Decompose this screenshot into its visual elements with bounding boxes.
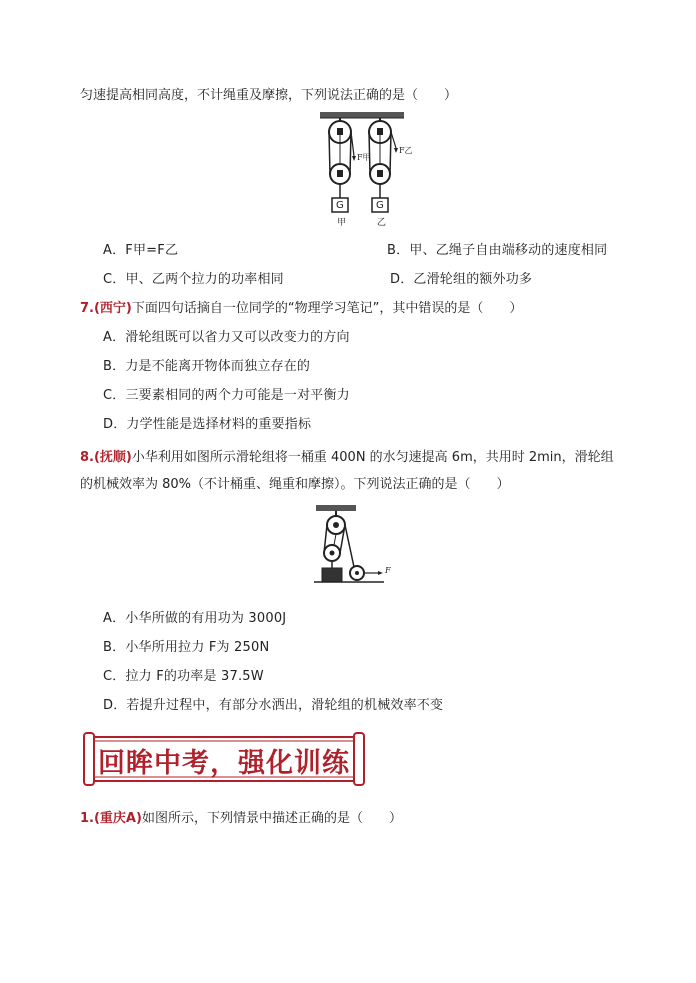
q7-stem: 下面四句话摘自一位同学的“物理学习笔记”，其中错误的是（ ） [131, 301, 523, 316]
question-8-stem-line-2: 的机械效率为 80%（不计桶重、绳重和摩擦）。下列说法正确的是（ ） [80, 477, 510, 492]
weight-label-right: G [376, 200, 384, 211]
q7-option-b: B．力是不能离开物体而独立存在的 [103, 359, 311, 374]
q8-force-label: F [385, 566, 391, 575]
q7-option-c: C．三要素相同的两个力可能是一对平衡力 [103, 388, 350, 403]
weight-label-left: G [336, 200, 344, 211]
force-label-jia: F甲 [357, 153, 371, 162]
question-7-stem-line [80, 300, 522, 318]
section-banner-title: 回眸中考，强化训练 [98, 748, 350, 779]
q7-source: (西宁) [93, 301, 132, 316]
q8-source: (抚顺) [93, 450, 132, 465]
q6-option-b: B．甲、乙绳子自由端移动的速度相同 [387, 243, 608, 258]
q8-option-b: B．小华所用拉力 F为 250N [103, 640, 270, 655]
pulley-figure-jia-yi [318, 112, 408, 224]
q8-option-c: C．拉力 F的功率是 37.5W [103, 669, 264, 684]
q7-option-a: A．滑轮组既可以省力又可以改变力的方向 [103, 330, 350, 345]
caption-jia: 甲 [337, 218, 347, 228]
q1-source: (重庆A) [93, 811, 142, 826]
q8-number: 8. [80, 450, 94, 465]
q1-number: 1. [80, 811, 94, 826]
q7-number: 7. [80, 301, 94, 316]
question-1-stem-line [80, 810, 402, 828]
q8-stem-1: 小华利用如图所示滑轮组将一桶重 400N 的水匀速提高 6m，共用时 2min，滑轮组 [131, 450, 614, 465]
q1-stem: 如图所示，下列情景中描述正确的是（ ） [141, 811, 402, 826]
q6-option-d: D．乙滑轮组的额外功多 [390, 272, 533, 287]
q6-option-a: A．F甲=F乙 [103, 243, 179, 258]
q8-option-d: D．若提升过程中，有部分水洒出，滑轮组的机械效率不变 [103, 698, 444, 713]
question-8-stem-line-1 [80, 449, 614, 467]
q7-option-d: D．力学性能是选择材料的重要指标 [103, 417, 312, 432]
pulley-figure-q8 [314, 505, 394, 587]
q8-option-a: A．小华所做的有用功为 3000J [103, 611, 287, 626]
q6-option-c: C．甲、乙两个拉力的功率相同 [103, 272, 284, 287]
caption-yi: 乙 [377, 218, 387, 228]
question-6-stem: 匀速提高相同高度，不计绳重及摩擦，下列说法正确的是（ ） [80, 88, 458, 103]
force-label-yi: F乙 [399, 146, 413, 155]
